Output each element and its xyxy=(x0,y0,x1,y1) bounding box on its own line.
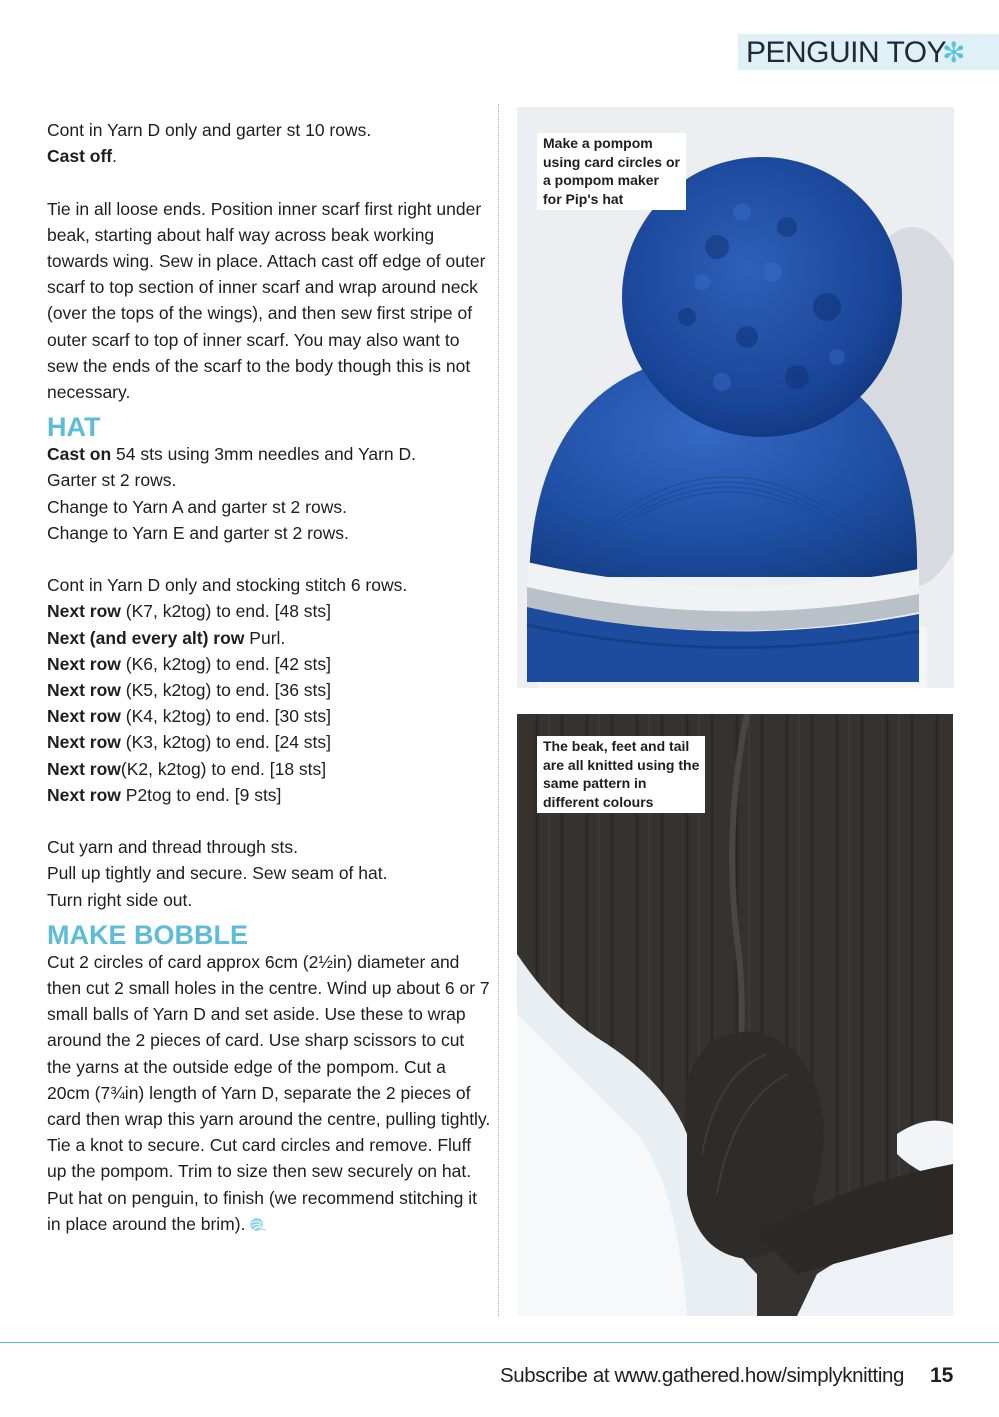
hat-row xyxy=(47,782,492,808)
row-text: Purl. xyxy=(244,627,286,648)
flower-icon: ✻ xyxy=(942,37,966,68)
caption-line: The beak, feet and tail xyxy=(543,738,690,754)
hat-cont-line: Cont in Yarn D only and stocking stitch 6 rows. xyxy=(47,575,408,596)
bobble-paragraph xyxy=(47,949,492,1237)
hat-line: Change to Yarn E and garter st 2 rows. xyxy=(47,522,349,543)
row-text: (K3, k2tog) to end. [24 sts] xyxy=(120,732,332,753)
hat-row xyxy=(47,598,492,624)
hat-photo-caption xyxy=(537,133,686,210)
subscribe-link[interactable]: Subscribe at www.gathered.how/simplyknitting xyxy=(500,1364,904,1387)
caption-line: different colours xyxy=(543,794,654,811)
bobble-heading: MAKE BOBBLE xyxy=(47,919,248,950)
cast-off-line xyxy=(47,143,492,169)
intro-paragraph: Tie in all loose ends. Position inner scarf first right under beak, starting about half way across beak working towards wing. Sew in place. Attach cast off edge of outer scarf to top section of inner scarf and wrap around neck (over the tops of the wings), and then sew first stripe of outer scarf to top of inner scarf. You may also want to sew the ends of the scarf to the body though this is not necessary. xyxy=(47,198,486,403)
cast-off-rest: . xyxy=(112,146,118,167)
row-label: Next row xyxy=(47,758,121,779)
yarn-ball-end-icon xyxy=(249,1216,266,1233)
caption-line: using card circles or xyxy=(543,153,680,170)
caption-line: Make a pompom xyxy=(543,135,653,151)
hat-row xyxy=(47,651,492,677)
column-divider xyxy=(498,104,499,1316)
row-text: P2tog to end. [9 sts] xyxy=(120,784,282,805)
hat-finish-line: Pull up tightly and secure. Sew seam of hat. xyxy=(47,863,388,884)
footer-rule xyxy=(0,1342,999,1343)
page-number: 15 xyxy=(930,1364,954,1387)
hat-row xyxy=(47,625,492,651)
hat-line: Change to Yarn A and garter st 2 rows. xyxy=(47,496,347,517)
row-label: Next row xyxy=(47,732,121,753)
row-text: (K6, k2tog) to end. [42 sts] xyxy=(120,653,332,674)
row-label: Next row xyxy=(47,601,121,622)
bobble-text: Cut 2 circles of card approx 6cm (2½in) diameter and then cut 2 small holes in the centre. Wind up about 6 or 7 small balls of Yarn D and set aside. Use these to wrap around the 2 pieces of card. Use sharp scissors to cut the yarns at the outside edge of the pompom. Cut a 20cm (7¾in) length of Yarn D, separate the 2 pieces of card then wrap this yarn around the centre, pulling tightly. Tie a knot to secure. Cut card circles and remove. Fluff up the pompom. Trim to size then sew securely on hat. Put hat on penguin, to finish (we recommend stitching it in place around the brim). xyxy=(47,951,491,1234)
row-text: (K5, k2tog) to end. [36 sts] xyxy=(120,680,332,701)
row-label: Next row xyxy=(47,784,121,805)
caption-line: same pattern in xyxy=(543,775,647,792)
row-text: (K4, k2tog) to end. [30 sts] xyxy=(120,706,332,727)
caption-line: a pompom maker xyxy=(543,172,659,189)
row-label: Next row xyxy=(47,706,121,727)
row-label: Next (and every alt) row xyxy=(47,627,245,648)
cast-on-rest: 54 sts using 3mm needles and Yarn D. xyxy=(111,444,416,465)
hat-cast-on xyxy=(47,441,492,467)
penguin-photo-caption xyxy=(537,736,705,813)
row-label: Next row xyxy=(47,653,121,674)
hat-row xyxy=(47,729,492,755)
hat-line: Garter st 2 rows. xyxy=(47,470,177,491)
hat-row xyxy=(47,703,492,729)
caption-line: are all knitted using the xyxy=(543,756,700,773)
caption-line: for Pip's hat xyxy=(543,191,624,208)
row-label: Next row xyxy=(47,680,121,701)
cast-on-label: Cast on xyxy=(47,444,112,465)
row-text: (K7, k2tog) to end. [48 sts] xyxy=(120,601,332,622)
intro-line: Cont in Yarn D only and garter st 10 rows. xyxy=(47,120,372,140)
cast-off-label: Cast off xyxy=(47,146,113,167)
hat-finish-line: Turn right side out. xyxy=(47,889,193,910)
hat-row xyxy=(47,677,492,703)
hat-finish-line: Cut yarn and thread through sts. xyxy=(47,837,298,858)
section-title: PENGUIN TOY xyxy=(746,36,947,69)
hat-heading: HAT xyxy=(47,412,101,443)
pattern-text-column xyxy=(47,117,492,1237)
hat-row xyxy=(47,756,492,782)
row-text: (K2, k2tog) to end. [18 sts] xyxy=(120,758,327,779)
hat-photo xyxy=(517,107,954,688)
penguin-tail-photo xyxy=(517,714,953,1316)
